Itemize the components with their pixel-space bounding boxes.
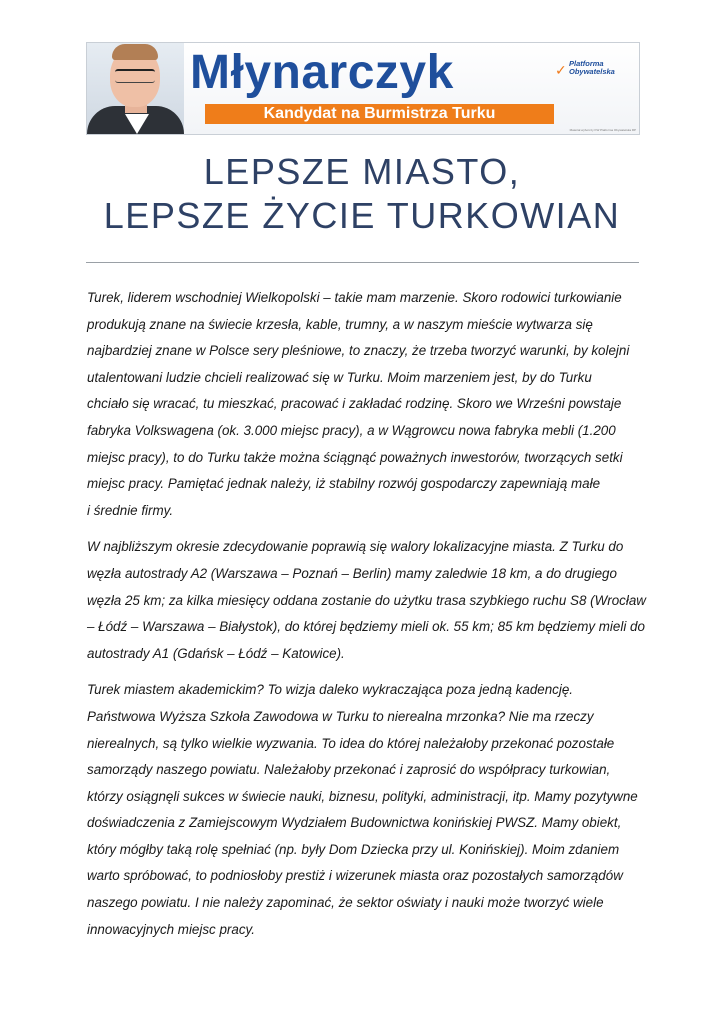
paragraph-line: naszego powiatu. I nie należy zapominać, że sektor oświaty i nauki może tworzyć wiele bbox=[87, 895, 604, 911]
candidate-subtitle: Kandydat na Burmistrza Turku bbox=[205, 104, 554, 124]
paragraph-2 bbox=[87, 534, 646, 667]
paragraph-line: utalentowani ludzie chcieli realizować się w Turku. Moim marzeniem jest, by do Turku bbox=[87, 369, 592, 385]
paragraph-line: który mógłby taką rolę spełniać (np. były Dom Dziecka przy ul. Konińskiej). Moim zdaniem bbox=[87, 841, 620, 857]
candidate-portrait bbox=[87, 43, 184, 134]
party-logo-text bbox=[569, 60, 635, 76]
paragraph-line: Państwowa Wyższa Szkoła Zawodowa w Turku to nierealna mrzonka? Nie ma rzeczy bbox=[87, 708, 594, 724]
paragraph-line: produkują znane na świecie krzesła, kable, trumny, a w naszym mieście wytwarza się bbox=[87, 316, 593, 332]
portrait-glasses bbox=[115, 69, 155, 83]
paragraph-line: innowacyjnych miejsc pracy. bbox=[87, 921, 255, 937]
paragraph-line: nierealnych, są tylko wielkie wyzwania. To idea do której należałoby przekonać pozostałe bbox=[87, 735, 615, 751]
paragraph-1 bbox=[87, 285, 642, 524]
paragraph-3 bbox=[87, 677, 642, 943]
paragraph-line: fabryka Volkswagena (ok. 3.000 miejsc pracy), a w Wągrowcu nowa fabryka mebli (1.200 bbox=[87, 422, 616, 438]
paragraph-line: Turek, liderem wschodniej Wielkopolski – takie mam marzenie. Skoro rodowici turkowianie bbox=[87, 290, 622, 305]
party-logo-line2: Obywatelska bbox=[569, 67, 615, 76]
paragraph-line: – Łódź – Warszawa – Białystok), do której będziemy mieli ok. 55 km; 85 km będziemy mieli do bbox=[87, 619, 645, 635]
party-logo-line1: Platforma bbox=[569, 59, 604, 68]
paragraph-line: doświadczenia z Zamiejscowym Wydziałem Budownictwa konińskiej PWSZ. Mamy obiekt, bbox=[87, 815, 622, 831]
paragraph-line: węzła autostrady A2 (Warszawa – Poznań – Berlin) mamy zaledwie 18 km, a do drugiego bbox=[87, 565, 617, 581]
paragraph-line: miejsc pracy), to do Turku także można ściągnąć poważnych inwestorów, tworzących setki bbox=[87, 449, 623, 465]
paragraph-line: węzła 25 km; za kilka miesięcy oddana zostanie do użytku trasa szybkiego ruchu S8 (Wrocław bbox=[87, 592, 646, 608]
paragraph-line: autostrady A1 (Gdańsk – Łódź – Katowice). bbox=[87, 645, 345, 661]
headline-line-1: LEPSZE MIASTO, bbox=[203, 151, 521, 192]
paragraph-line: warto spróbować, to podniosłoby prestiż i wizerunek miasta oraz pozostałych samorządów bbox=[87, 868, 623, 884]
portrait-hair bbox=[112, 44, 158, 60]
headline-divider bbox=[86, 262, 639, 263]
paragraph-line: chciało się wracać, tu mieszkać, pracować i zakładać rodzinę. Skoro we Wrześni powstaje bbox=[87, 396, 622, 412]
page-headline bbox=[86, 150, 638, 238]
party-logo-icon: ✓ bbox=[555, 62, 567, 78]
paragraph-line: najbardziej znane w Polsce sery pleśniowe, to znaczy, że trzeba tworzyć warunki, by kolejni bbox=[87, 343, 630, 359]
banner-fine-print: Materiał wyborczy KW Platforma Obywatelska RP bbox=[569, 128, 636, 132]
campaign-banner bbox=[86, 42, 640, 135]
candidate-name: Młynarczyk bbox=[190, 46, 454, 99]
paragraph-line: którzy osiągnęli sukces w świecie nauki, biznesu, polityki, administracji, itp. Mamy pozytywne bbox=[87, 788, 638, 804]
paragraph-line: miejsc pracy. Pamiętać jednak należy, iż stabilny rozwój gospodarczy zapewniają małe bbox=[87, 476, 601, 492]
paragraph-line: Turek miastem akademickim? To wizja daleko wykraczająca poza jedną kadencję. bbox=[87, 682, 574, 698]
party-logo bbox=[555, 60, 635, 82]
headline-line-2: LEPSZE ŻYCIE TURKOWIAN bbox=[103, 195, 621, 236]
paragraph-line: i średnie firmy. bbox=[87, 502, 174, 518]
article-body bbox=[87, 285, 646, 943]
paragraph-line: W najbliższym okresie zdecydowanie poprawią się walory lokalizacyjne miasta. Z Turku do bbox=[87, 539, 624, 555]
paragraph-line: samorządy naszego powiatu. Należałoby przekonać i zaprosić do współpracy turkowian, bbox=[87, 762, 611, 778]
